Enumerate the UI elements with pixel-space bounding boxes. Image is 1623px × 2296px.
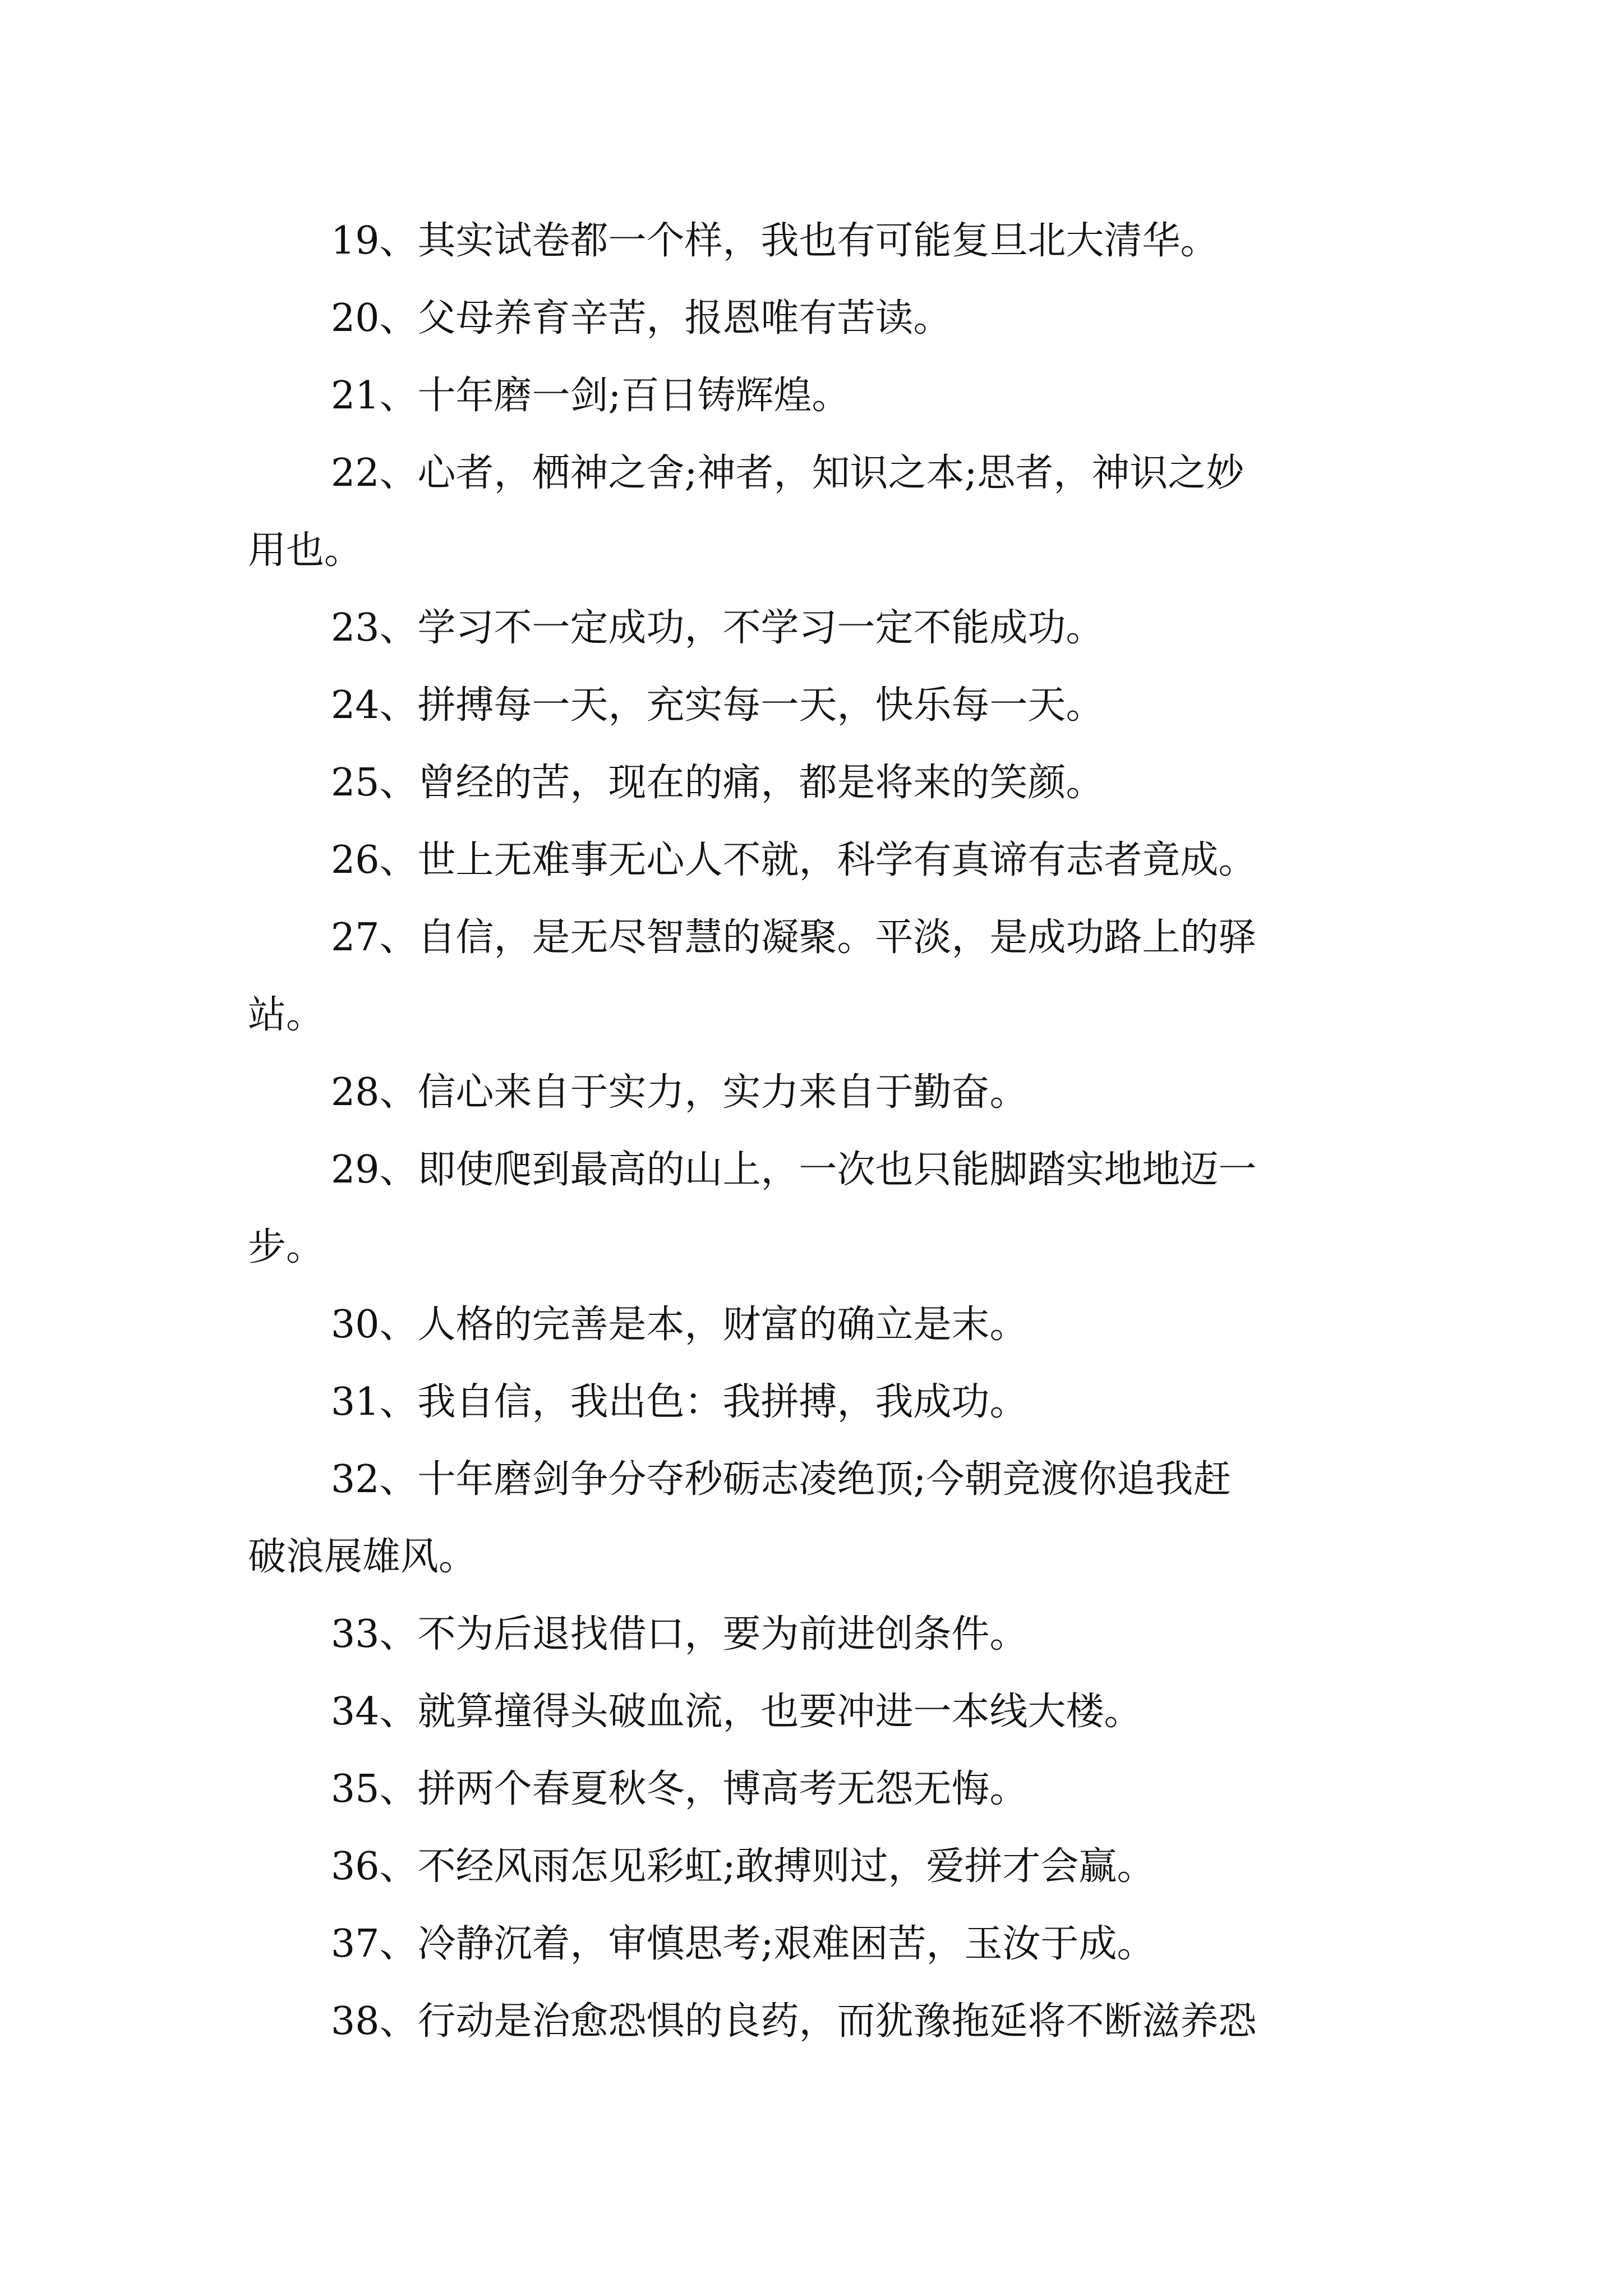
text-line-21: 21、十年磨一剑;百日铸辉煌。 <box>331 374 850 418</box>
text-line-31: 31、我自信，我出色：我拼搏，我成功。 <box>331 1380 1028 1424</box>
text-line-25: 25、曾经的苦，现在的痛，都是将来的笑颜。 <box>331 761 1104 805</box>
text-line-27: 27、自信，是无尽智慧的凝聚。平淡，是成功路上的驿 <box>331 915 1257 960</box>
text-line-32-cont: 破浪展雄风。 <box>248 1535 477 1579</box>
text-line-34: 34、就算撞得头破血流，也要冲进一本线大楼。 <box>331 1690 1142 1734</box>
text-line-23: 23、学习不一定成功，不学习一定不能成功。 <box>331 606 1104 650</box>
text-line-32: 32、十年磨剑争分夺秒砺志凌绝顶;今朝竞渡你追我赶 <box>331 1457 1232 1502</box>
text-line-30: 30、人格的完善是本，财富的确立是末。 <box>331 1303 1028 1347</box>
text-line-26: 26、世上无难事无心人不就，科学有真谛有志者竟成。 <box>331 838 1257 882</box>
text-line-19: 19、其实试卷都一个样，我也有可能复旦北大清华。 <box>331 219 1219 263</box>
text-line-35: 35、拼两个春夏秋冬，博高考无怨无悔。 <box>331 1767 1028 1811</box>
text-line-20: 20、父母养育辛苦，报恩唯有苦读。 <box>331 296 952 341</box>
text-line-38: 38、行动是治愈恐惧的良药，而犹豫拖延将不断滋养恐 <box>331 1999 1257 2044</box>
text-line-36: 36、不经风雨怎见彩虹;敢搏则过，爱拼才会赢。 <box>331 1844 1155 1889</box>
text-line-29: 29、即使爬到最高的山上，一次也只能脚踏实地地迈一 <box>331 1148 1257 1192</box>
text-line-22: 22、心者，栖神之舍;神者，知识之本;思者，神识之妙 <box>331 451 1244 495</box>
text-line-24: 24、拼搏每一天，充实每一天，快乐每一天。 <box>331 683 1104 728</box>
text-line-28: 28、信心来自于实力，实力来自于勤奋。 <box>331 1070 1028 1115</box>
text-line-29-cont: 步。 <box>248 1225 325 1269</box>
text-line-22-cont: 用也。 <box>248 528 363 573</box>
text-line-37: 37、冷静沉着，审慎思考;艰难困苦，玉汝于成。 <box>331 1922 1155 1966</box>
text-line-27-cont: 站。 <box>248 993 325 1037</box>
text-line-33: 33、不为后退找借口，要为前进创条件。 <box>331 1612 1028 1657</box>
